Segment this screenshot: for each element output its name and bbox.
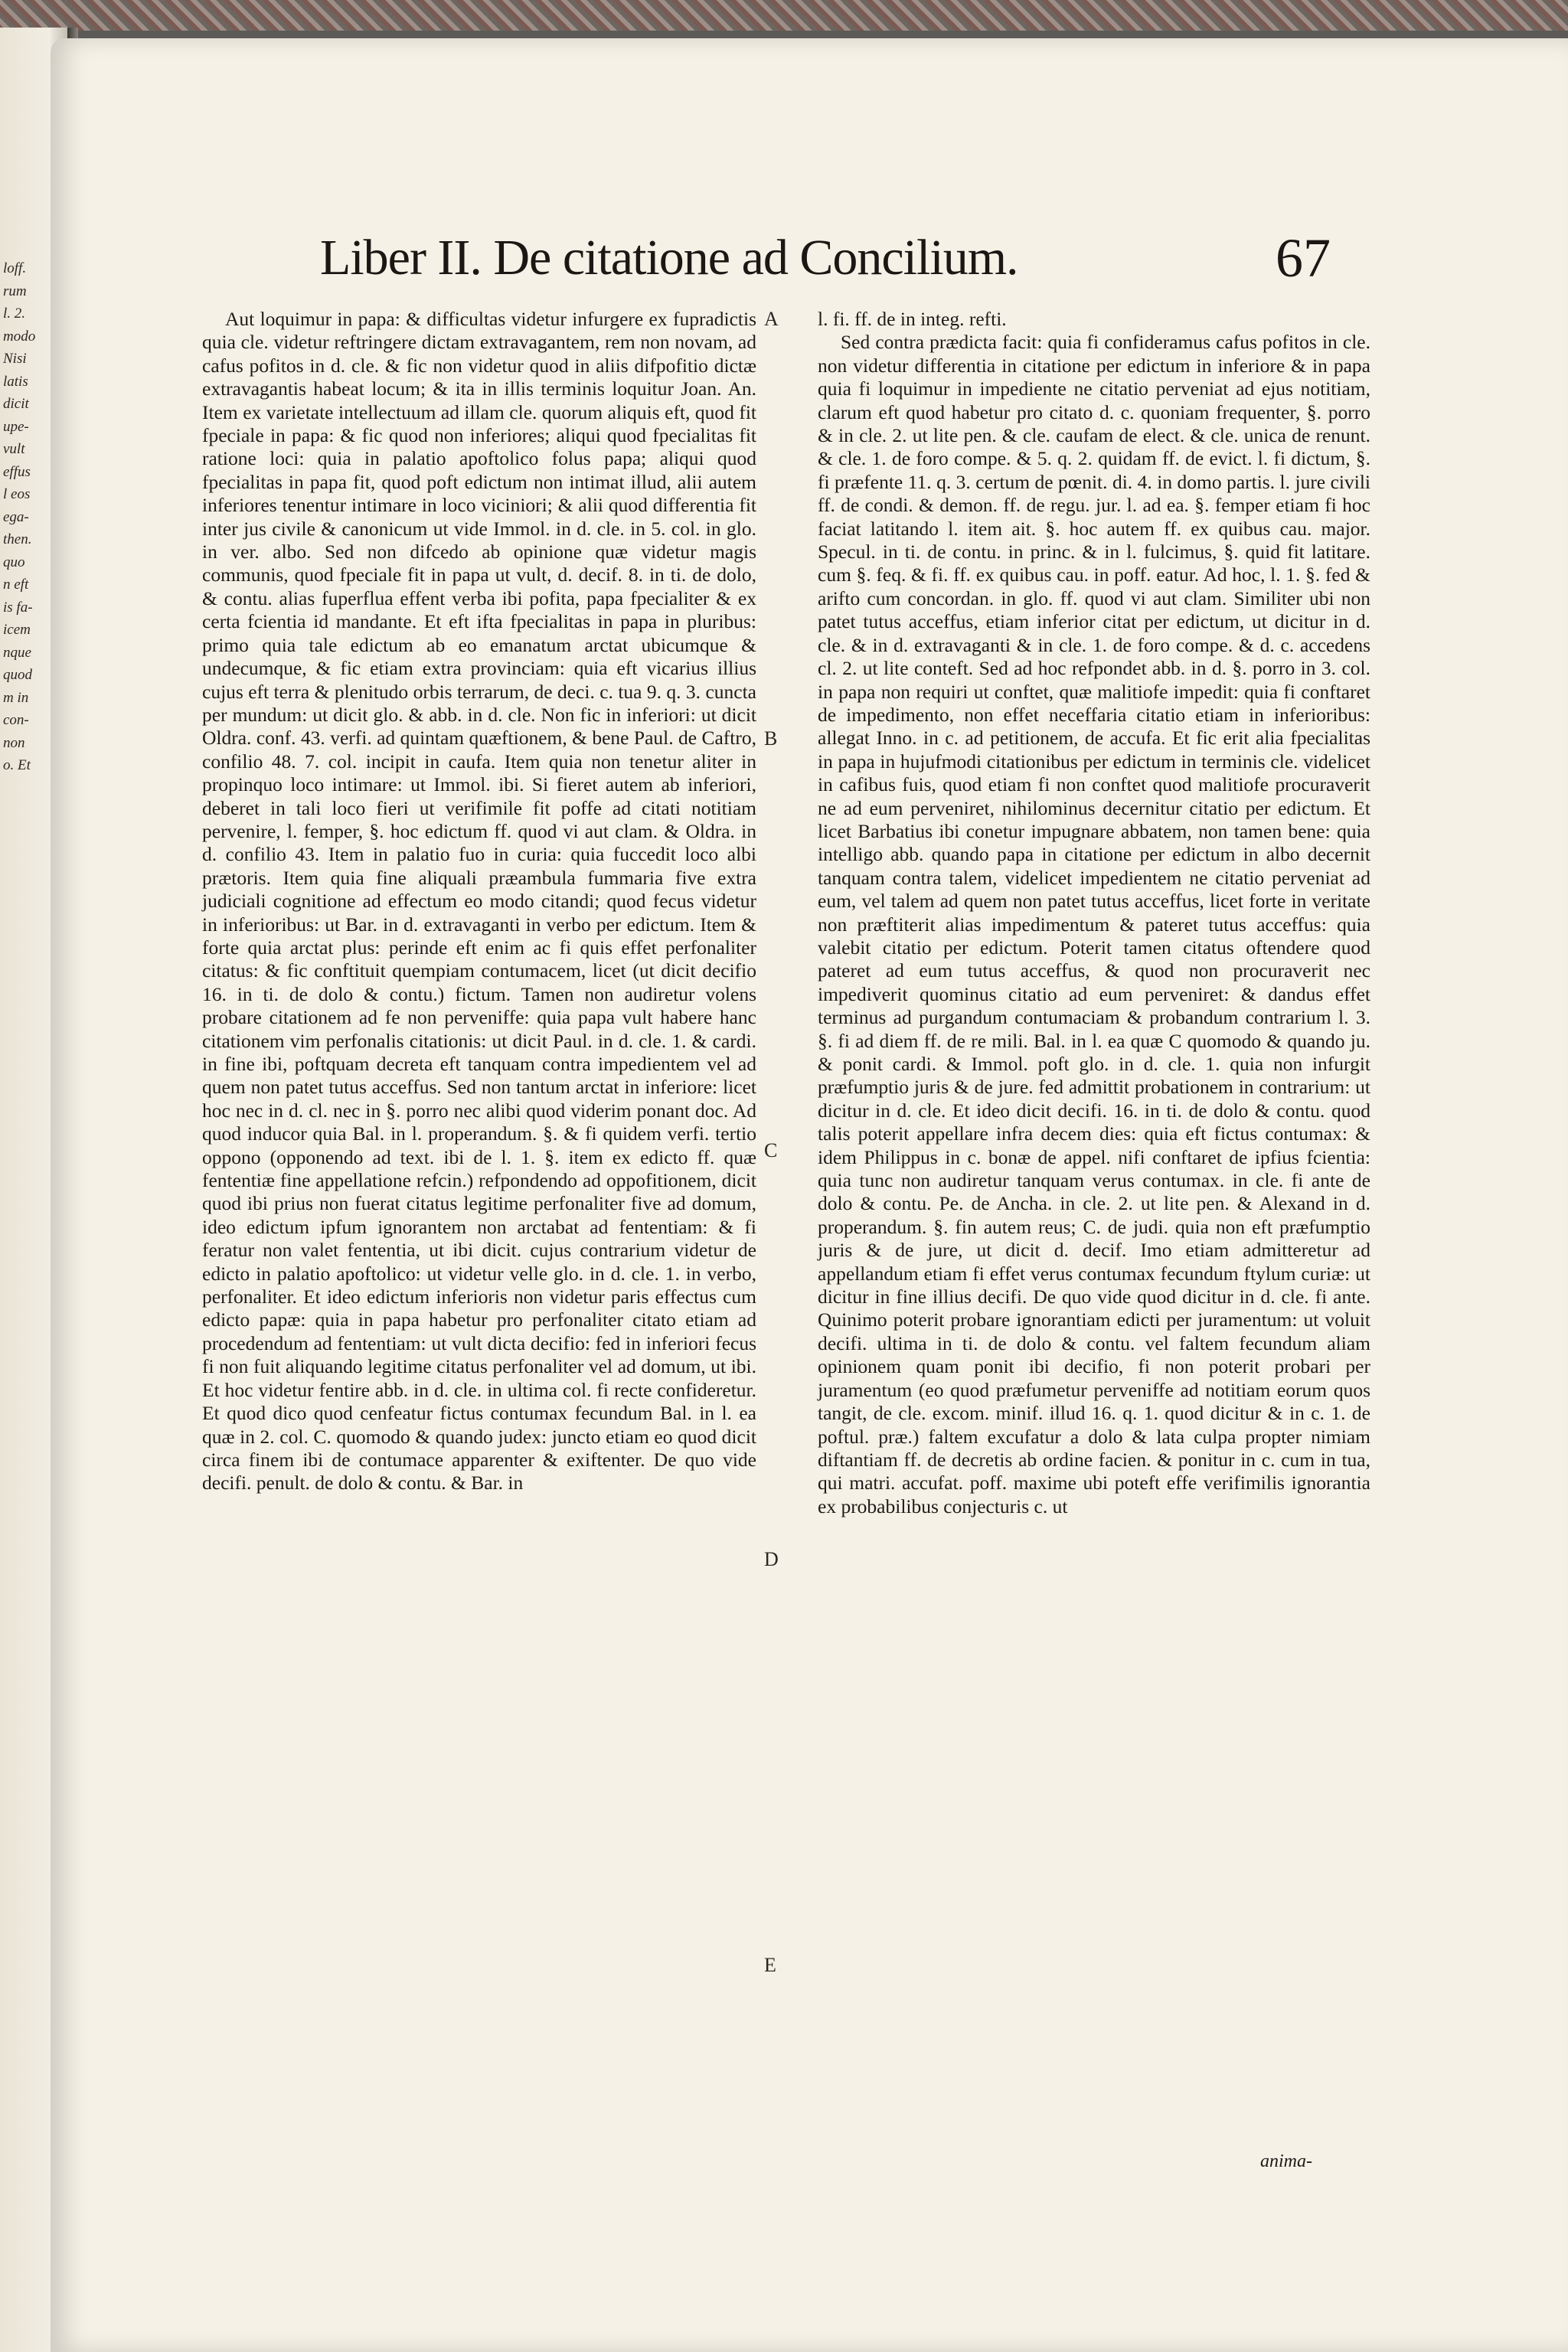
margin-marker-a: A [764, 308, 779, 330]
background-carpet [0, 0, 1568, 31]
right-text-column [818, 308, 1370, 1518]
facing-page-fragment: icem [3, 622, 31, 638]
margin-marker-e: E [764, 1954, 776, 1976]
page-header [320, 224, 1331, 300]
facing-page-fragment: non [3, 734, 25, 751]
facing-page-fragment: effus [3, 463, 31, 480]
facing-page-fragment: o. Et [3, 757, 31, 773]
facing-page-fragment: l. 2. [3, 305, 26, 322]
facing-page-fragment: Nisi [3, 351, 27, 367]
running-title: Liber II. De citatione ad Concilium. [320, 230, 1018, 286]
margin-marker-b: B [764, 727, 778, 750]
right-paragraph-continuation: l. fi. ff. de in integ. refti. [818, 308, 1007, 330]
facing-page-fragment: quo [3, 554, 25, 570]
facing-page-fragment: is fa- [3, 599, 33, 616]
facing-page-fragment: nque [3, 644, 31, 661]
facing-page-fragment: latis [3, 373, 28, 390]
facing-page-fragment: loff. [3, 260, 27, 276]
facing-page-fragment: con- [3, 712, 29, 728]
right-paragraph: Sed contra prædicta facit: quia fi confideramus cafus pofitos in cle. non videtur differentia in citatione per edictum in inferiore & in papa quia fi loquimur in impediente ne citatio perveniat ad ejus notitiam, clarum eft quod habetur pro citato d. c. quoniam frequenter, §. porro & in cle. 2. ut lite pen. & cle. caufam de elect. & cle. unica de renunt. & cle. 1. de foro compe. & 5. q. 2. quidam ff. de evict. l. fi dictum, §. fi præfente 11. q. 3. certum de pœnit. di. 4. in domo partis. l. jure civili ff. de condi. & demon. ff. de regu. jur. l. ad ea. §. femper etiam fi hoc faciat latitando l. item ait. §. hoc autem ff. ex quibus cau. major. Specul. in ti. de contu. in princ. & in l. fulcimus, §. quid fit latitare. cum §. feq. & fi. ff. ex quibus cau. in poff. eatur. Ad hoc, l. 1. §. fed & arifto cum concordan. in glo. ff. quod vi aut clam. Similiter ubi non patet tutus acceffus, etiam inferior citat per edictum, ut dicitur in d. cle. & in d. extravaganti & in cle. 1. de foro compe. & d. c. accedens cl. 2. ut lite conteft. Sed ad hoc refpondet abb. in d. §. porro in 3. col. in papa non requiri ut conftet, quæ malitiofe impedit: quia fi conftaret de impedimento, non effet neceffaria citatio etiam in inferioribus: allegat Inno. in c. ad petitionem, de accufa. Et fic erit alia fpecialitas in papa in hujufmodi citationibus per edictum in terminis cle. videlicet in cafibus fuis, quod etiam fi non conftet quod malitiofe procuraverit ne ad eum perveniret, nihilominus decernitur citatio per edictum. Et licet Barbatius ibi conetur impugnare abbatem, non tamen bene: quia intelligo abb. quando papa in citatione per edictum in albo decernit tanquam contra talem, videlicet impedientem ne citatio perveniat ad eum, vel talem ad quem non patet tutus acceffus, licet forte in veritate non præftiterit alias impedimentum & pateret tutus acceffus: quia valebit citatio per edictum. Poterit tamen citatus oftendere quod pateret ad eum tutus acceffus, & quod non procuraverit nec impediverit quominus citatio ad eum perveniret: & dandus effet terminus ad purgandum contumaciam & probandum contrarium l. 3. §. fi ad diem ff. de re mili. Bal. in l. ea quæ C quomodo & quando ju. & ponit cardi. & Immol. poft glo. in d. cle. 1. quia non infurgit præfumptio juris & de jure. fed admittit probationem in contrarium: ut dicitur in d. cle. Et ideo dicit decifi. 16. in ti. de dolo & contu. quod talis poterit appellare infra decem dies: quia eft fictus contumax: & idem Philippus in c. bonæ de appel. nifi conftaret de ipfius fcientia: quia tunc non audiretur tanquam verus contumax. in cle. fi ante de dolo & contu. Pe. de Ancha. in cle. 2. ut lite pen. & Alexand in d. properandum. §. fin autem reus; C. de judi. quia non eft præfumptio juris & de jure, ut dicit d. decif. Imo etiam admitteretur ad appellandum etiam fi effet verus contumax fecundum ftylum curiæ: ut dicitur in fine illius decifi. De quo vide quod dicitur in d. cle. fi ante. Quinimo poterit probare ignorantiam edicti per juramentum: ut voluit decifi. ultima in ti. de dolo & contu. vel faltem fecundum aliam opinionem quam ponit ibi decifio, fi non poterit probari per juramentum (eo quod præfumetur perveniffe ad notitiam eorum quos tangit, de cle. excom. minif. illud 16. q. 1. quod dicitur & in c. 1. de poftul. præ.) faltem excufatur a dolo & lata culpa propter nimiam diftantiam ff. de decretis ab ordine facien. & ponitur in c. cum in tua, qui matri. accufat. poff. maxime ubi poteft effe verifimilis ignorantia ex probabilibus conjecturis c. ut [818, 331, 1370, 1517]
facing-page-fragment: dicit [3, 396, 29, 412]
margin-marker-c: C [764, 1139, 778, 1161]
page-number: 67 [1276, 227, 1331, 289]
left-text-column [202, 308, 756, 1495]
facing-page-fragment: ega- [3, 508, 29, 525]
facing-page-fragment: quod [3, 667, 32, 683]
facing-page-fragment: n eft [3, 577, 29, 593]
facing-page-fragment: rum [3, 283, 27, 299]
facing-page-fragment: vult [3, 441, 25, 457]
catchword: anima- [1260, 2151, 1312, 2171]
facing-page-fragment: l eos [3, 486, 31, 502]
facing-page-fragment: then. [3, 531, 32, 547]
margin-marker-d: D [764, 1548, 779, 1570]
facing-page-fragment: modo [3, 328, 36, 345]
left-paragraph: Aut loquimur in papa: & difficultas videtur infurgere ex fupradictis quia cle. videtur reftringere dictam extravagantem, rem non novam, ad cafus pofitos in d. cle. & fic non videtur quod in aliis difpofitio dictæ extravagantis habeat locum; & ita in illis terminis loquitur Joan. An. Item ex varietate intellectuum ad illam cle. quorum aliquis eft, quod fit fpeciale in papa: & fic quod non inferiores; aliqui quod fpecialitas fit ratione loci: quia in palatio apoftolico folus papa; aliqui quod fpecialitas in papa fit, quod poft edictum non intimat illud, alii autem inferiores tenentur intimare in loco viciniori; & alii quod differentia fit inter jus civile & canonicum ut vide Immol. in d. cle. in 5. col. in glo. in ver. albo. Sed non difcedo ab opinione quæ videtur magis communis, quod fpeciale fit in papa ut vult, d. decif. 8. in ti. de dolo, & contu. alias fuperflua effent verba ibi pofita, papa fpecialiter & ex certa fcientia id mandante. Et eft ifta fpecialitas in papa in pluribus: primo quia tale edictum ab eo emanatum arctat ubicumque & undecumque, & fic etiam extra provinciam: quia eft vicarius illius cujus eft terra & plenitudo orbis terrarum, de deci. c. tua 9. q. 3. cuncta per mundum: ut dicit glo. & abb. in d. cle. Non fic in inferiori: ut dicit Oldra. conf. 43. verfi. ad quintam quæftionem, & bene Paul. de Caftro, confilio 48. 7. col. incipit in caufa. Item quia non tenetur aliter in propinquo loco intimare: ut Immol. ibi. Si fieret autem ab inferiori, deberet in tali loco fieri ut verifimile fit poffe ad citati notitiam pervenire, l. femper, §. hoc edictum ff. quod vi aut clam. & Oldra. in d. confilio 43. Item in palatio fuo in curia: quia fuccedit loco albi prætoris. Item quia fine aliquali præambula fummaria five extra judiciali cognitione ad effectum eo modo citandi; quod fecus videtur in inferioribus: ut Bar. in d. extravaganti in verbo per edictum. Item & forte quia arctat plus: perinde eft enim ac fi quis effet perfonaliter citatus: & fic conftituit quempiam contumacem, licet (ut dicit decifio 16. in ti. de dolo & contu.) fictum. Tamen non audiretur volens probare citationem ad fe non perveniffe: quia papa vult habere hanc citationem vim perfonalis citationis: ut dicit Paul. in d. cle. 1. & cardi. in fine ibi, poftquam decreta eft tanquam contra impedientem vel ad quem non patet tutus acceffus. Sed non tantum arctat in inferiore: licet hoc nec in d. cl. nec in §. porro nec alibi quod viderim ponant doc. Ad quod inducor quia Bal. in l. properandum. §. & fi quidem verfi. tertio oppono (opponendo ad text. ibi de l. 1. §. item ex edicto ff. quæ fententiæ fine appellatione refcin.) refpondendo ad oppofitionem, dicit quod ibi prius non fuerat citatus legitime perfonaliter five ad domum, ideo edictum ipfum ignorantem non arctabat ad fententiam: & fi feratur non valet fententia, ut ibi dicit. cujus contrarium videtur de edicto in palatio apoftolico: ut videtur velle glo. in d. cle. 1. in verbo, perfonaliter. Et ideo edictum inferioris non videtur paris effectus cum edicto papæ: quia in papa habetur pro perfonaliter citato etiam ad procedendum ad fententiam: ut vult dicta decifio: fed in inferiori fecus fi non fuit aliquando legitime citatus perfonaliter vel ad domum, ut ibi. Et hoc videtur fentire abb. in d. cle. in ultima col. fi recte confideretur. Et quod dico quod cenfeatur fictus contumax fecundum Bal. in l. ea quæ in 2. col. C. quomodo & quando judex: juncto etiam eo quod dicit circa finem ibi de contumace apparenter & exiftenter. De quo vide decifi. penult. de dolo & contu. & Bar. in [202, 308, 756, 1494]
facing-page-fragment: upe- [3, 418, 29, 435]
facing-page-fragment: m in [3, 689, 29, 706]
